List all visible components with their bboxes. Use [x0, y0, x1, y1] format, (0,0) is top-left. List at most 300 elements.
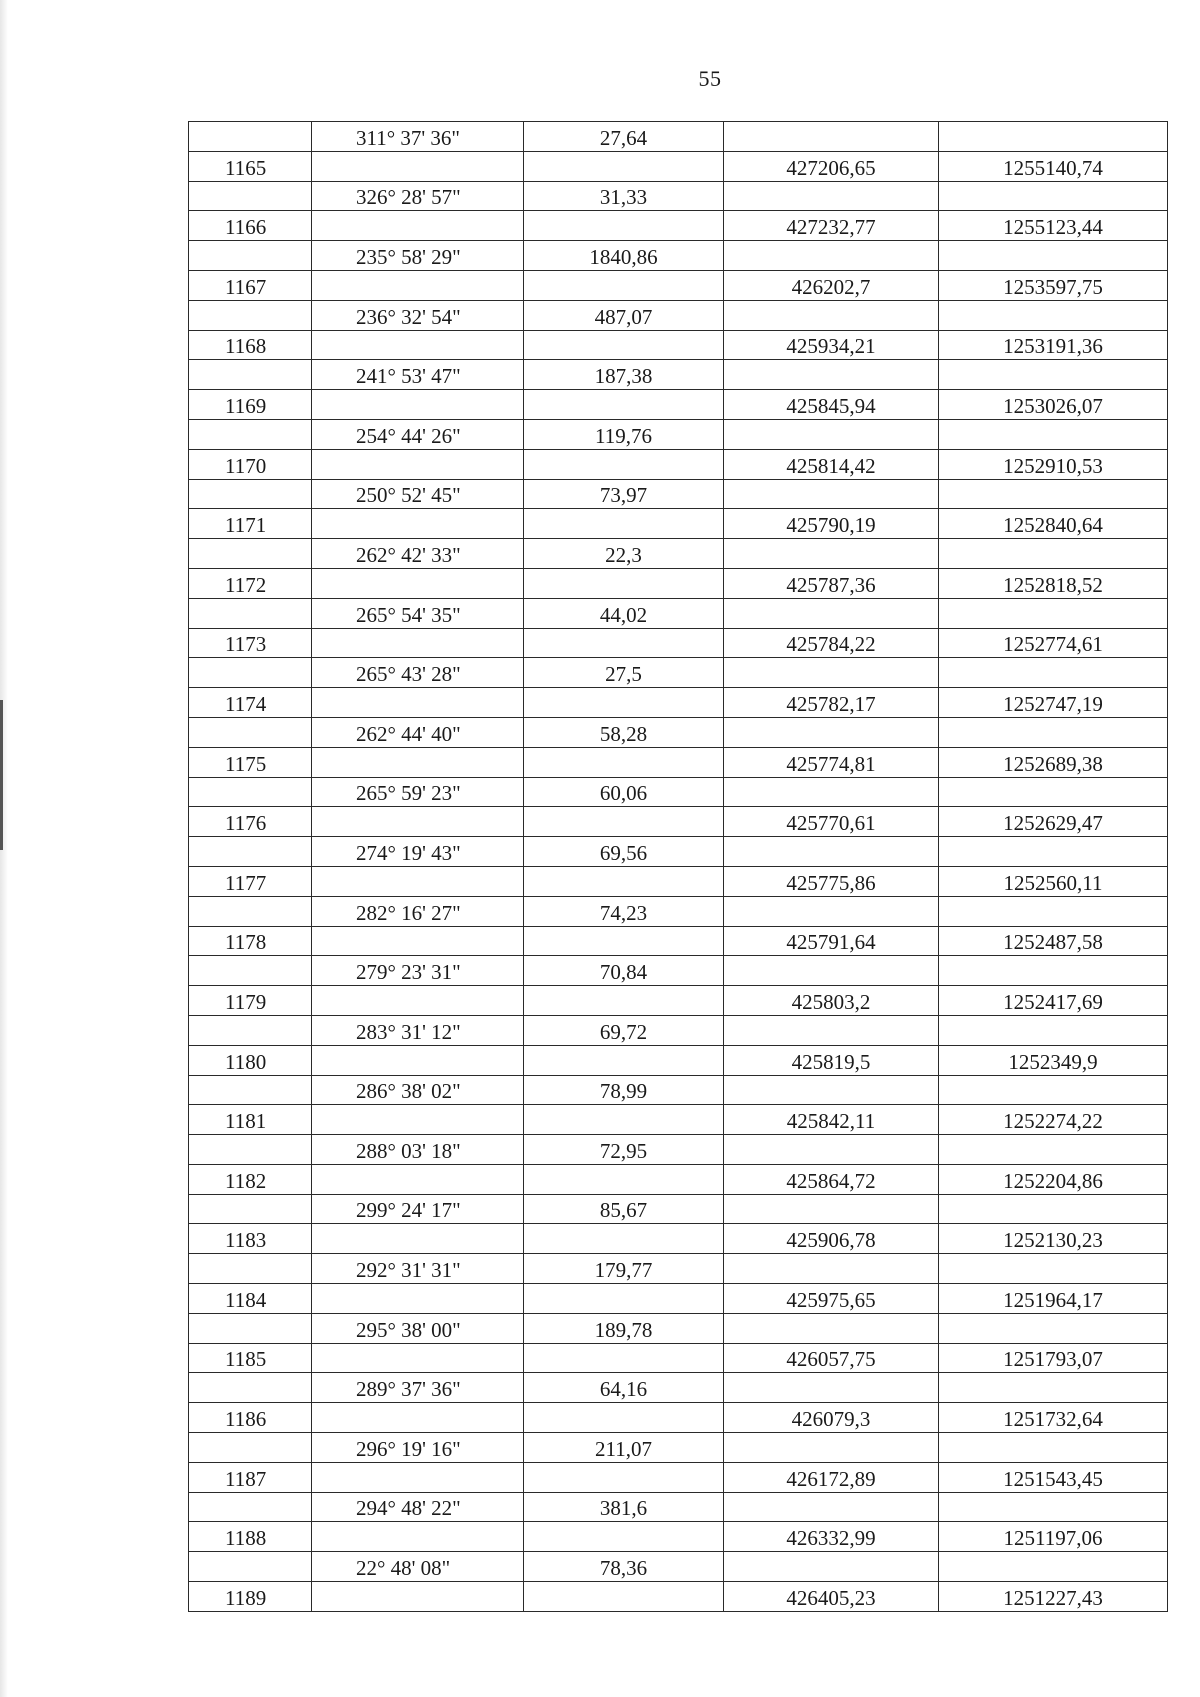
distance: 1840,86: [524, 241, 724, 271]
y-coordinate-empty: [939, 598, 1168, 628]
direction-angle: 295° 38' 00": [312, 1313, 524, 1343]
angle-cell-empty: [312, 509, 524, 539]
y-coordinate-empty: [939, 1075, 1168, 1105]
point-number-empty: [189, 717, 312, 747]
distance: 64,16: [524, 1373, 724, 1403]
angle-cell-empty: [312, 866, 524, 896]
y-coordinate: 1252840,64: [939, 509, 1168, 539]
distance: 22,3: [524, 539, 724, 569]
angle-cell-empty: [312, 1403, 524, 1433]
table-row-point: [189, 449, 1168, 479]
x-coordinate: 427206,65: [724, 151, 939, 181]
x-coordinate-empty: [724, 598, 939, 628]
table-row-segment: [189, 1075, 1168, 1105]
x-coordinate: 425787,36: [724, 568, 939, 598]
y-coordinate: 1251793,07: [939, 1343, 1168, 1373]
distance-cell-empty: [524, 926, 724, 956]
table-row-point: [189, 1403, 1168, 1433]
distance-cell-empty: [524, 1224, 724, 1254]
angle-cell-empty: [312, 1105, 524, 1135]
point-number: 1176: [189, 807, 312, 837]
table-row-segment: [189, 1254, 1168, 1284]
x-coordinate-empty: [724, 1313, 939, 1343]
y-coordinate: 1252349,9: [939, 1045, 1168, 1075]
point-number-empty: [189, 598, 312, 628]
point-number: 1188: [189, 1522, 312, 1552]
point-number: 1174: [189, 688, 312, 718]
x-coordinate-empty: [724, 658, 939, 688]
table-row-point: [189, 509, 1168, 539]
direction-angle: 265° 43' 28": [312, 658, 524, 688]
x-coordinate: 425774,81: [724, 747, 939, 777]
table-row-point: [189, 1343, 1168, 1373]
distance: 27,5: [524, 658, 724, 688]
table-row-point: [189, 986, 1168, 1016]
table-row-segment: [189, 1135, 1168, 1165]
point-number: 1180: [189, 1045, 312, 1075]
y-coordinate: 1255123,44: [939, 211, 1168, 241]
distance-cell-empty: [524, 568, 724, 598]
direction-angle: 292° 31' 31": [312, 1254, 524, 1284]
coordinates-table-body: [189, 122, 1168, 1612]
distance-cell-empty: [524, 807, 724, 837]
table-row-point: [189, 1522, 1168, 1552]
table-row-segment: [189, 360, 1168, 390]
angle-cell-empty: [312, 1343, 524, 1373]
y-coordinate: 1251197,06: [939, 1522, 1168, 1552]
direction-angle: 274° 19' 43": [312, 837, 524, 867]
x-coordinate-empty: [724, 777, 939, 807]
direction-angle: 299° 24' 17": [312, 1194, 524, 1224]
y-coordinate: 1251732,64: [939, 1403, 1168, 1433]
distance-cell-empty: [524, 1164, 724, 1194]
table-row-point: [189, 1284, 1168, 1314]
table-row-segment: [189, 181, 1168, 211]
table-row-point: [189, 1164, 1168, 1194]
distance-cell-empty: [524, 330, 724, 360]
distance: 60,06: [524, 777, 724, 807]
y-coordinate: 1252629,47: [939, 807, 1168, 837]
point-number-empty: [189, 1552, 312, 1582]
y-coordinate-empty: [939, 777, 1168, 807]
direction-angle: 283° 31' 12": [312, 1015, 524, 1045]
distance: 44,02: [524, 598, 724, 628]
point-number-empty: [189, 419, 312, 449]
distance-cell-empty: [524, 1462, 724, 1492]
point-number: 1185: [189, 1343, 312, 1373]
y-coordinate: 1251543,45: [939, 1462, 1168, 1492]
page-number: 55: [698, 66, 722, 91]
point-number: 1179: [189, 986, 312, 1016]
x-coordinate: 426202,7: [724, 270, 939, 300]
x-coordinate: 425770,61: [724, 807, 939, 837]
table-row-segment: [189, 1492, 1168, 1522]
angle-cell-empty: [312, 1462, 524, 1492]
table-row-point: [189, 330, 1168, 360]
y-coordinate-empty: [939, 956, 1168, 986]
x-coordinate-empty: [724, 1433, 939, 1463]
table-row-point: [189, 390, 1168, 420]
direction-angle: 326° 28' 57": [312, 181, 524, 211]
point-number-empty: [189, 241, 312, 271]
distance: 70,84: [524, 956, 724, 986]
point-number-empty: [189, 837, 312, 867]
table-row-point: [189, 628, 1168, 658]
y-coordinate-empty: [939, 539, 1168, 569]
y-coordinate-empty: [939, 1135, 1168, 1165]
y-coordinate-empty: [939, 122, 1168, 152]
direction-angle: 235° 58' 29": [312, 241, 524, 271]
x-coordinate-empty: [724, 1552, 939, 1582]
point-number-empty: [189, 1135, 312, 1165]
angle-cell-empty: [312, 986, 524, 1016]
point-number-empty: [189, 300, 312, 330]
distance: 381,6: [524, 1492, 724, 1522]
direction-angle: 236° 32' 54": [312, 300, 524, 330]
x-coordinate-empty: [724, 360, 939, 390]
point-number-empty: [189, 1254, 312, 1284]
point-number: 1183: [189, 1224, 312, 1254]
x-coordinate-empty: [724, 956, 939, 986]
direction-angle: 296° 19' 16": [312, 1433, 524, 1463]
table-row-segment: [189, 598, 1168, 628]
point-number-empty: [189, 1373, 312, 1403]
x-coordinate: 427232,77: [724, 211, 939, 241]
y-coordinate-empty: [939, 1194, 1168, 1224]
table-row-point: [189, 1462, 1168, 1492]
point-number: 1167: [189, 270, 312, 300]
distance-cell-empty: [524, 211, 724, 241]
direction-angle: 22° 48' 08": [312, 1552, 524, 1582]
distance-cell-empty: [524, 390, 724, 420]
y-coordinate: 1252130,23: [939, 1224, 1168, 1254]
y-coordinate: 1252487,58: [939, 926, 1168, 956]
point-number: 1181: [189, 1105, 312, 1135]
distance-cell-empty: [524, 1582, 724, 1612]
point-number-empty: [189, 1194, 312, 1224]
table-row-point: [189, 270, 1168, 300]
x-coordinate: 426332,99: [724, 1522, 939, 1552]
angle-cell-empty: [312, 688, 524, 718]
point-number-empty: [189, 181, 312, 211]
point-number: 1189: [189, 1582, 312, 1612]
x-coordinate-empty: [724, 1254, 939, 1284]
distance: 487,07: [524, 300, 724, 330]
table-row-segment: [189, 1313, 1168, 1343]
direction-angle: 288° 03' 18": [312, 1135, 524, 1165]
point-number: 1169: [189, 390, 312, 420]
point-number-empty: [189, 1075, 312, 1105]
angle-cell-empty: [312, 747, 524, 777]
y-coordinate-empty: [939, 717, 1168, 747]
y-coordinate: 1253191,36: [939, 330, 1168, 360]
x-coordinate: 426172,89: [724, 1462, 939, 1492]
point-number: 1170: [189, 449, 312, 479]
y-coordinate: 1251964,17: [939, 1284, 1168, 1314]
table-row-point: [189, 211, 1168, 241]
distance-cell-empty: [524, 1045, 724, 1075]
y-coordinate: 1252417,69: [939, 986, 1168, 1016]
distance: 179,77: [524, 1254, 724, 1284]
angle-cell-empty: [312, 1284, 524, 1314]
x-coordinate: 425819,5: [724, 1045, 939, 1075]
y-coordinate: 1251227,43: [939, 1582, 1168, 1612]
direction-angle: 286° 38' 02": [312, 1075, 524, 1105]
distance: 119,76: [524, 419, 724, 449]
point-number: 1166: [189, 211, 312, 241]
angle-cell-empty: [312, 151, 524, 181]
point-number-empty: [189, 479, 312, 509]
direction-angle: 254° 44' 26": [312, 419, 524, 449]
direction-angle: 282° 16' 27": [312, 896, 524, 926]
x-coordinate-empty: [724, 837, 939, 867]
table-row-point: [189, 1582, 1168, 1612]
x-coordinate-empty: [724, 122, 939, 152]
point-number: 1168: [189, 330, 312, 360]
table-row-segment: [189, 1373, 1168, 1403]
x-coordinate: 425864,72: [724, 1164, 939, 1194]
x-coordinate: 426079,3: [724, 1403, 939, 1433]
distance: 58,28: [524, 717, 724, 747]
table-row-segment: [189, 241, 1168, 271]
direction-angle: 289° 37' 36": [312, 1373, 524, 1403]
y-coordinate: 1252689,38: [939, 747, 1168, 777]
point-number: 1175: [189, 747, 312, 777]
direction-angle: 294° 48' 22": [312, 1492, 524, 1522]
y-coordinate: 1253026,07: [939, 390, 1168, 420]
x-coordinate: 425814,42: [724, 449, 939, 479]
direction-angle: 262° 44' 40": [312, 717, 524, 747]
distance: 72,95: [524, 1135, 724, 1165]
table-row-point: [189, 688, 1168, 718]
angle-cell-empty: [312, 1045, 524, 1075]
x-coordinate: 425934,21: [724, 330, 939, 360]
distance-cell-empty: [524, 1284, 724, 1314]
direction-angle: 241° 53' 47": [312, 360, 524, 390]
y-coordinate-empty: [939, 1492, 1168, 1522]
table-row-segment: [189, 122, 1168, 152]
table-row-segment: [189, 777, 1168, 807]
distance-cell-empty: [524, 1403, 724, 1433]
x-coordinate-empty: [724, 539, 939, 569]
x-coordinate: 426057,75: [724, 1343, 939, 1373]
distance: 187,38: [524, 360, 724, 390]
x-coordinate: 425791,64: [724, 926, 939, 956]
x-coordinate-empty: [724, 1492, 939, 1522]
y-coordinate-empty: [939, 1313, 1168, 1343]
angle-cell-empty: [312, 1522, 524, 1552]
distance: 189,78: [524, 1313, 724, 1343]
y-coordinate-empty: [939, 360, 1168, 390]
point-number-empty: [189, 658, 312, 688]
table-row-point: [189, 1045, 1168, 1075]
direction-angle: 265° 54' 35": [312, 598, 524, 628]
point-number: 1187: [189, 1462, 312, 1492]
scan-edge-mark: [0, 700, 3, 850]
table-row-point: [189, 568, 1168, 598]
table-row-segment: [189, 539, 1168, 569]
y-coordinate-empty: [939, 300, 1168, 330]
y-coordinate: 1252204,86: [939, 1164, 1168, 1194]
angle-cell-empty: [312, 449, 524, 479]
y-coordinate: 1252274,22: [939, 1105, 1168, 1135]
x-coordinate-empty: [724, 300, 939, 330]
table-row-point: [189, 151, 1168, 181]
table-row-segment: [189, 1015, 1168, 1045]
distance-cell-empty: [524, 1343, 724, 1373]
table-row-segment: [189, 896, 1168, 926]
x-coordinate: 425845,94: [724, 390, 939, 420]
point-number: 1184: [189, 1284, 312, 1314]
x-coordinate: 425803,2: [724, 986, 939, 1016]
angle-cell-empty: [312, 926, 524, 956]
distance: 78,36: [524, 1552, 724, 1582]
angle-cell-empty: [312, 1164, 524, 1194]
point-number-empty: [189, 1433, 312, 1463]
table-row-segment: [189, 658, 1168, 688]
x-coordinate-empty: [724, 717, 939, 747]
y-coordinate-empty: [939, 1552, 1168, 1582]
table-row-point: [189, 747, 1168, 777]
distance: 85,67: [524, 1194, 724, 1224]
table-row-point: [189, 926, 1168, 956]
distance-cell-empty: [524, 509, 724, 539]
y-coordinate: 1253597,75: [939, 270, 1168, 300]
x-coordinate: 425775,86: [724, 866, 939, 896]
point-number: 1171: [189, 509, 312, 539]
distance-cell-empty: [524, 151, 724, 181]
angle-cell-empty: [312, 1224, 524, 1254]
coordinates-table: [188, 121, 1168, 1612]
y-coordinate-empty: [939, 837, 1168, 867]
direction-angle: 250° 52' 45": [312, 479, 524, 509]
angle-cell-empty: [312, 807, 524, 837]
x-coordinate-empty: [724, 1194, 939, 1224]
point-number: 1178: [189, 926, 312, 956]
point-number-empty: [189, 777, 312, 807]
y-coordinate: 1252910,53: [939, 449, 1168, 479]
table-row-segment: [189, 1433, 1168, 1463]
distance-cell-empty: [524, 270, 724, 300]
x-coordinate: 425975,65: [724, 1284, 939, 1314]
point-number-empty: [189, 1492, 312, 1522]
distance: 78,99: [524, 1075, 724, 1105]
point-number: 1186: [189, 1403, 312, 1433]
x-coordinate-empty: [724, 1373, 939, 1403]
angle-cell-empty: [312, 628, 524, 658]
point-number: 1172: [189, 568, 312, 598]
y-coordinate-empty: [939, 1433, 1168, 1463]
table-row-point: [189, 807, 1168, 837]
x-coordinate: 425784,22: [724, 628, 939, 658]
distance: 69,72: [524, 1015, 724, 1045]
y-coordinate-empty: [939, 181, 1168, 211]
table-row-segment: [189, 479, 1168, 509]
table-row-point: [189, 1105, 1168, 1135]
distance: 31,33: [524, 181, 724, 211]
table-row-point: [189, 1224, 1168, 1254]
point-number-empty: [189, 896, 312, 926]
angle-cell-empty: [312, 1582, 524, 1612]
table-row-segment: [189, 300, 1168, 330]
distance: 74,23: [524, 896, 724, 926]
point-number: 1173: [189, 628, 312, 658]
distance-cell-empty: [524, 688, 724, 718]
x-coordinate-empty: [724, 1015, 939, 1045]
y-coordinate-empty: [939, 479, 1168, 509]
point-number: 1165: [189, 151, 312, 181]
distance: 73,97: [524, 479, 724, 509]
x-coordinate: 425842,11: [724, 1105, 939, 1135]
distance: 27,64: [524, 122, 724, 152]
distance-cell-empty: [524, 747, 724, 777]
angle-cell-empty: [312, 330, 524, 360]
point-number-empty: [189, 956, 312, 986]
x-coordinate-empty: [724, 479, 939, 509]
y-coordinate-empty: [939, 419, 1168, 449]
x-coordinate-empty: [724, 419, 939, 449]
y-coordinate: 1255140,74: [939, 151, 1168, 181]
distance-cell-empty: [524, 1522, 724, 1552]
point-number-empty: [189, 122, 312, 152]
distance-cell-empty: [524, 628, 724, 658]
y-coordinate: 1252774,61: [939, 628, 1168, 658]
x-coordinate: 425906,78: [724, 1224, 939, 1254]
direction-angle: 262° 42' 33": [312, 539, 524, 569]
point-number: 1182: [189, 1164, 312, 1194]
point-number-empty: [189, 360, 312, 390]
table-row-segment: [189, 1552, 1168, 1582]
distance-cell-empty: [524, 1105, 724, 1135]
direction-angle: 279° 23' 31": [312, 956, 524, 986]
distance: 211,07: [524, 1433, 724, 1463]
table-row-segment: [189, 956, 1168, 986]
y-coordinate-empty: [939, 1015, 1168, 1045]
angle-cell-empty: [312, 270, 524, 300]
direction-angle: 265° 59' 23": [312, 777, 524, 807]
table-row-segment: [189, 717, 1168, 747]
x-coordinate: 425782,17: [724, 688, 939, 718]
point-number-empty: [189, 539, 312, 569]
table-row-segment: [189, 1194, 1168, 1224]
y-coordinate: 1252818,52: [939, 568, 1168, 598]
angle-cell-empty: [312, 390, 524, 420]
x-coordinate: 425790,19: [724, 509, 939, 539]
table-row-segment: [189, 419, 1168, 449]
distance-cell-empty: [524, 866, 724, 896]
y-coordinate-empty: [939, 896, 1168, 926]
x-coordinate-empty: [724, 1075, 939, 1105]
point-number: 1177: [189, 866, 312, 896]
x-coordinate-empty: [724, 896, 939, 926]
distance-cell-empty: [524, 449, 724, 479]
table-row-point: [189, 866, 1168, 896]
distance: 69,56: [524, 837, 724, 867]
point-number-empty: [189, 1313, 312, 1343]
angle-cell-empty: [312, 568, 524, 598]
distance-cell-empty: [524, 986, 724, 1016]
y-coordinate-empty: [939, 658, 1168, 688]
x-coordinate: 426405,23: [724, 1582, 939, 1612]
x-coordinate-empty: [724, 241, 939, 271]
y-coordinate-empty: [939, 1373, 1168, 1403]
table-row-segment: [189, 837, 1168, 867]
x-coordinate-empty: [724, 181, 939, 211]
point-number-empty: [189, 1015, 312, 1045]
y-coordinate-empty: [939, 1254, 1168, 1284]
x-coordinate-empty: [724, 1135, 939, 1165]
y-coordinate-empty: [939, 241, 1168, 271]
